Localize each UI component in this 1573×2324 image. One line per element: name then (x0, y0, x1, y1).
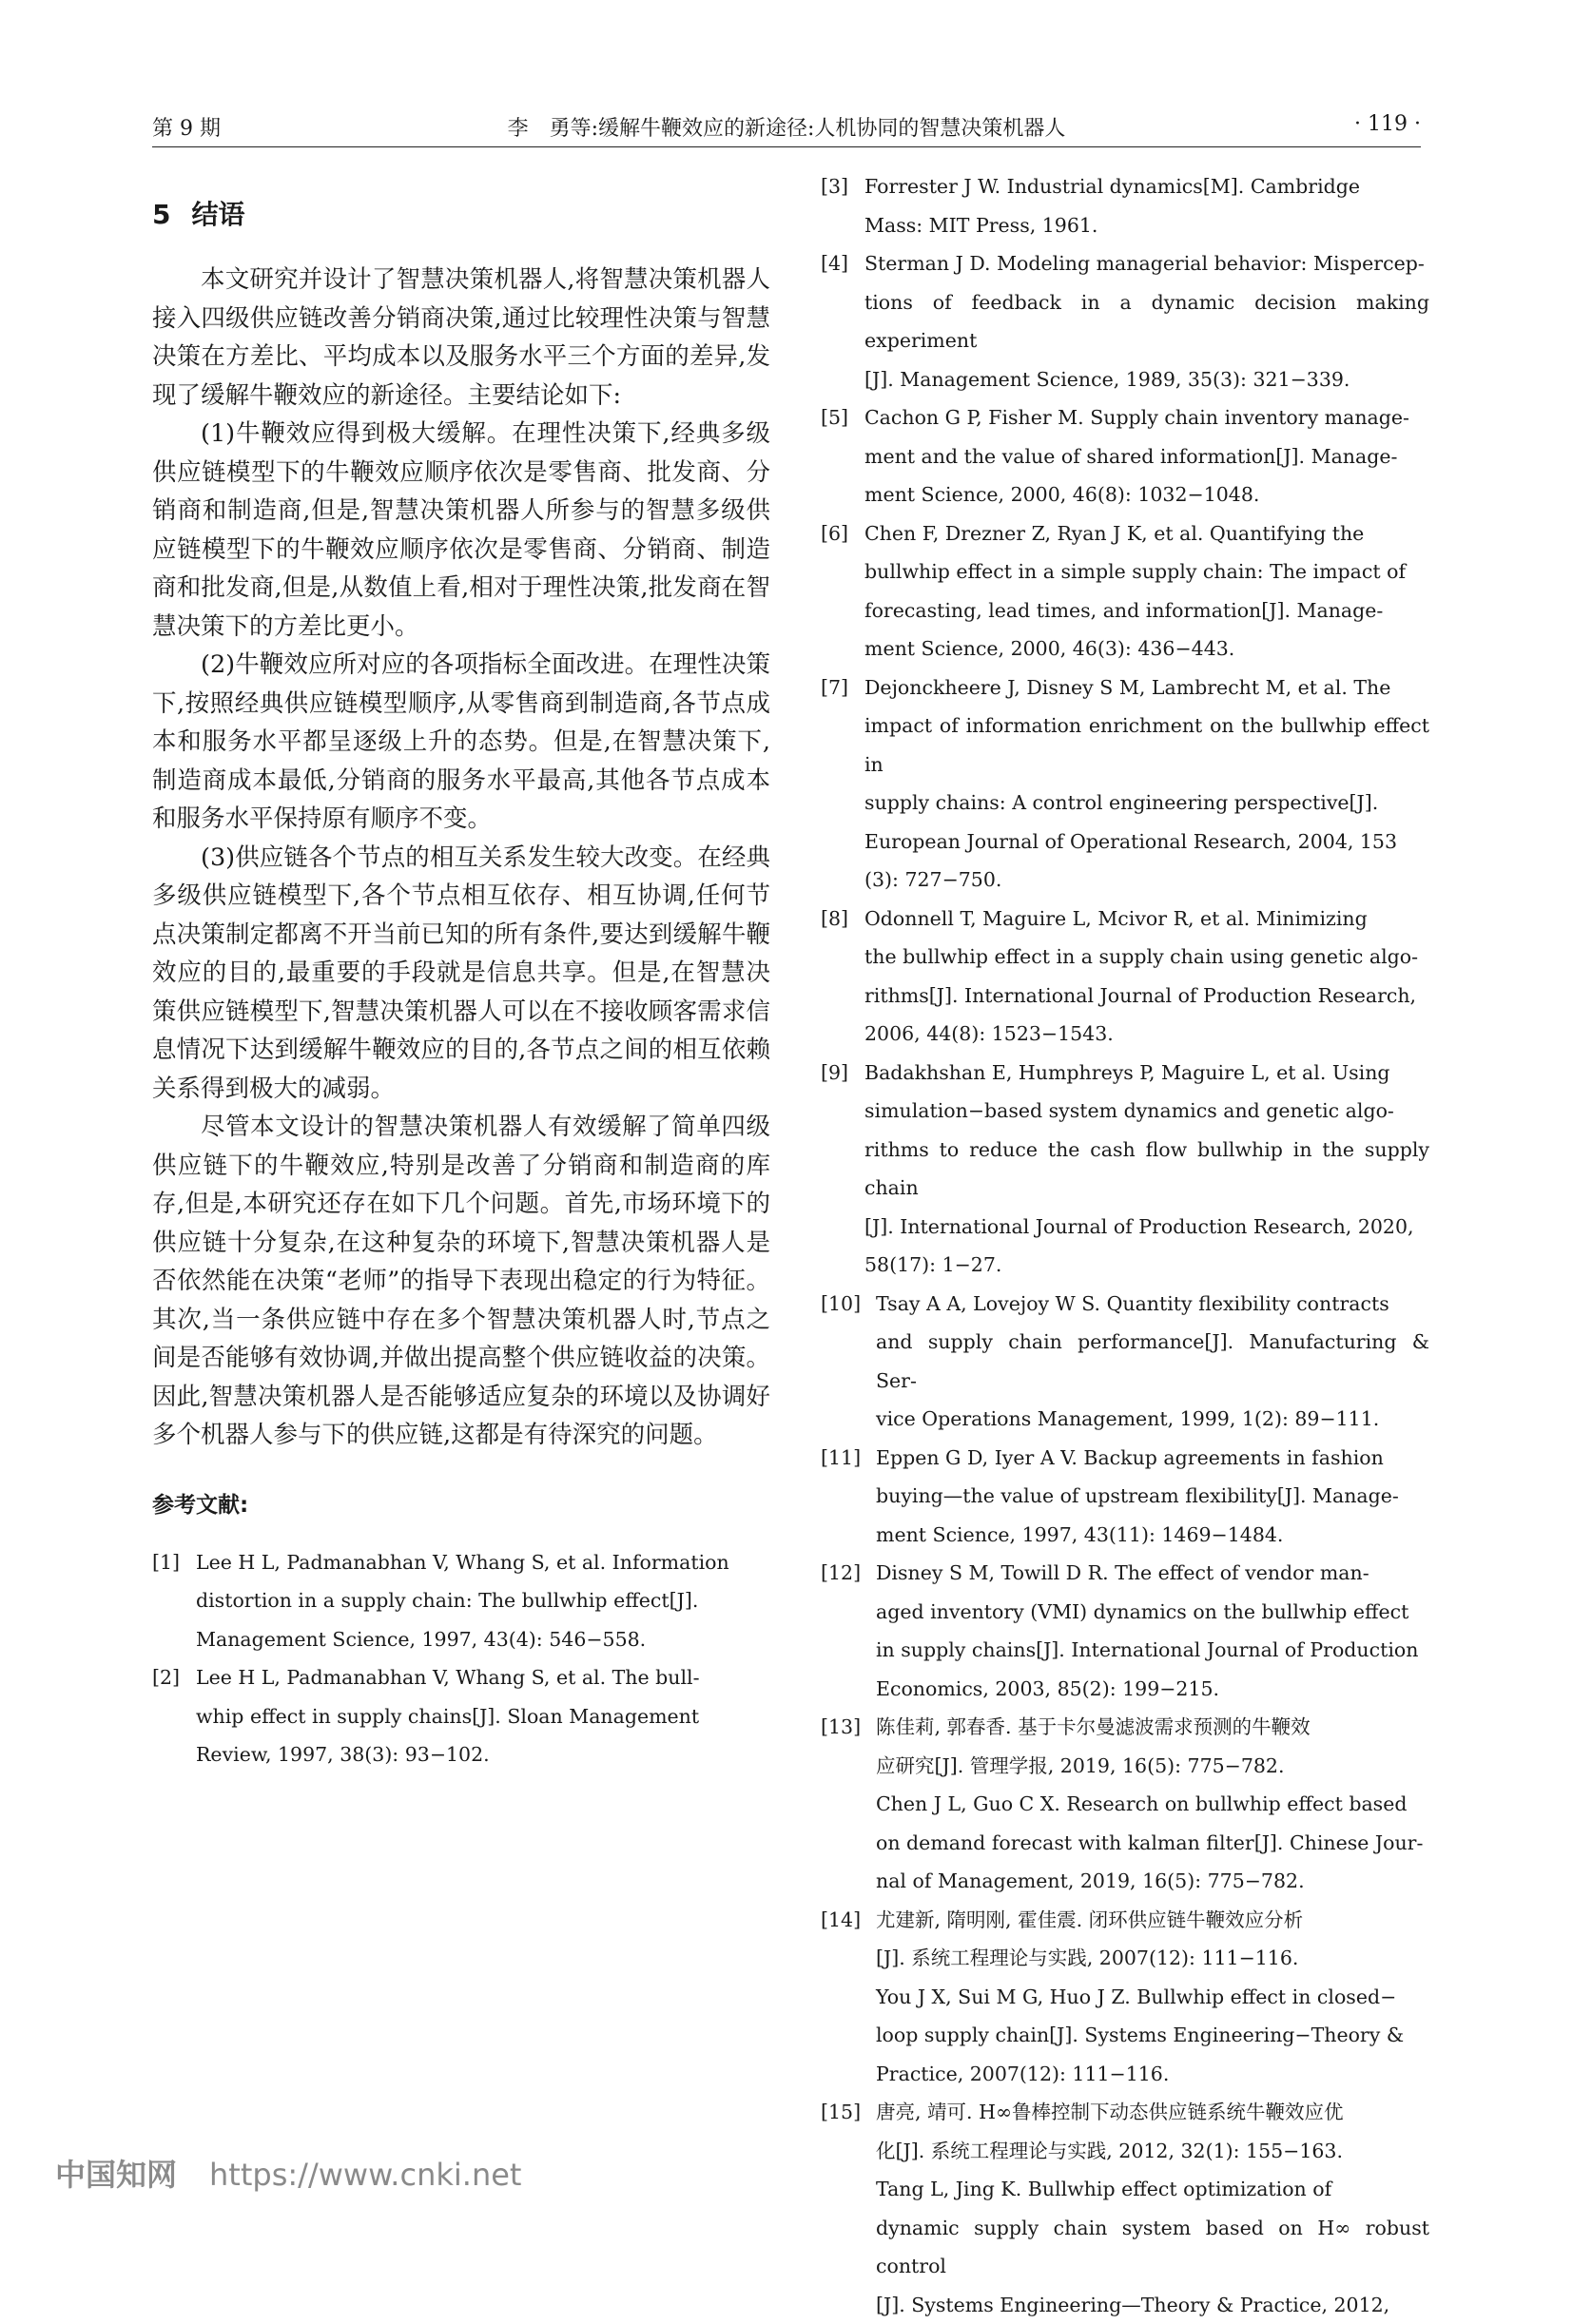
reference-text-line: forecasting, lead times, and information[J]. Manage- (864, 591, 1429, 630)
reference-text-line: Review, 1997, 38(3): 93−102. (196, 1735, 770, 1774)
reference-item (821, 2093, 1429, 2324)
reference-text-line: rithms[J]. International Journal of Production Research, (864, 977, 1429, 1016)
reference-text-line: Practice, 2007(12): 111−116. (876, 2055, 1429, 2094)
section-heading (152, 194, 770, 232)
running-header (152, 107, 1421, 145)
reference-item (152, 1658, 770, 1774)
reference-text-line: simulation−based system dynamics and genetic algo- (864, 1092, 1429, 1131)
paragraph-conclusion-3: (3)供应链各个节点的相互关系发生较大改变。在经典多级供应链模型下,各个节点相互依存、相互协调,任何节点决策制定都离不开当前已知的所有条件,要达到缓解牛鞭效应的目的,最重要的手段就是信息共享。但是,在智慧决策供应链模型下,智慧决策机器人可以在不接收顾客需求信息情况下达到缓解牛鞭效应的目的,各节点之间的相互依赖关系得到极大的减弱。 (152, 839, 770, 1109)
reference-text-line: supply chains: A control engineering perspective[J]. (864, 784, 1429, 823)
reference-text-line: Tsay A A, Lovejoy W S. Quantity flexibility contracts (876, 1285, 1429, 1324)
reference-number: [13] (821, 1708, 861, 1747)
reference-text-line: the bullwhip effect in a supply chain using genetic algo- (864, 938, 1429, 977)
footer-site-name: 中国知网 (55, 2157, 177, 2193)
reference-text-line: 陈佳莉, 郭春香. 基于卡尔曼滤波需求预测的牛鞭效 (876, 1708, 1429, 1747)
reference-item (821, 167, 1429, 244)
reference-item (821, 244, 1429, 398)
reference-item (821, 1901, 1429, 2094)
reference-text-line: [J]. Systems Engineering—Theory & Practice, 2012, (876, 2286, 1429, 2324)
reference-number: [8] (821, 900, 848, 939)
reference-text-line: Lee H L, Padmanabhan V, Whang S, et al. Information (196, 1543, 770, 1582)
reference-number: [5] (821, 398, 848, 437)
reference-item (821, 668, 1429, 900)
reference-number: [14] (821, 1901, 861, 1940)
reference-text-line: in supply chains[J]. International Journal of Production (876, 1631, 1429, 1670)
reference-text-line: tions of feedback in a dynamic decision making experiment (864, 283, 1429, 360)
reference-item (821, 900, 1429, 1054)
reference-item (821, 1439, 1429, 1555)
reference-text-line: 应研究[J]. 管理学报, 2019, 16(5): 775−782. (876, 1747, 1429, 1786)
reference-text-line: whip effect in supply chains[J]. Sloan Management (196, 1697, 770, 1736)
paragraph-conclusion-1: (1)牛鞭效应得到极大缓解。在理性决策下,经典多级供应链模型下的牛鞭效应顺序依次是零售商、批发商、分销商和制造商,但是,智慧决策机器人所参与的智慧多级供应链模型下的牛鞭效应顺序依次是零售商、分销商、制造商和批发商,但是,从数值上看,相对于理性决策,批发商在智慧决策下的方差比更小。 (152, 415, 770, 646)
reference-text-line: 2006, 44(8): 1523−1543. (864, 1015, 1429, 1054)
paragraph-conclusion-2: (2)牛鞭效应所对应的各项指标全面改进。在理性决策下,按照经典供应链模型顺序,从零售商到制造商,各节点成本和服务水平都呈逐级上升的态势。但是,在智慧决策下,制造商成本最低,分销商的服务水平最高,其他各节点成本和服务水平保持原有顺序不变。 (152, 646, 770, 839)
reference-text-line: bullwhip effect in a simple supply chain: The impact of (864, 552, 1429, 591)
reference-text-line: 58(17): 1−27. (864, 1246, 1429, 1285)
reference-number: [12] (821, 1554, 861, 1593)
watermark-footer (55, 2151, 521, 2195)
paragraph-limitations: 尽管本文设计的智慧决策机器人有效缓解了简单四级供应链下的牛鞭效应,特别是改善了分销商和制造商的库存,但是,本研究还存在如下几个问题。首先,市场环境下的供应链十分复杂,在这种复杂的环境下,智慧决策机器人是否依然能在决策“老师”的指导下表现出稳定的行为特征。其次,当一条供应链中存在多个智慧决策机器人时,节点之间是否能够有效协调,并做出提高整个供应链收益的决策。因此,智慧决策机器人是否能够适应复杂的环境以及协调好多个机器人参与下的供应链,这都是有待深究的问题。 (152, 1108, 770, 1455)
reference-text-line: European Journal of Operational Research, 2004, 153 (864, 823, 1429, 862)
reference-text-line: on demand forecast with kalman filter[J]. Chinese Jour- (876, 1824, 1429, 1863)
reference-text-line: Mass: MIT Press, 1961. (864, 206, 1429, 245)
reference-item (821, 1554, 1429, 1708)
reference-text-line: ment Science, 2000, 46(8): 1032−1048. (864, 475, 1429, 514)
reference-text-line: ment and the value of shared information[J]. Manage- (864, 437, 1429, 476)
references-list-right (821, 167, 1429, 2324)
reference-number: [7] (821, 668, 848, 707)
footer-url[interactable]: https://www.cnki.net (209, 2157, 521, 2193)
reference-item (821, 1054, 1429, 1285)
reference-text-line: rithms to reduce the cash flow bullwhip in the supply chain (864, 1131, 1429, 1208)
reference-text-line: loop supply chain[J]. Systems Engineering−Theory & (876, 2016, 1429, 2055)
reference-number: [11] (821, 1439, 861, 1478)
reference-text-line: distortion in a supply chain: The bullwhip effect[J]. (196, 1581, 770, 1620)
reference-item (821, 514, 1429, 668)
reference-text-line: Economics, 2003, 85(2): 199−215. (876, 1670, 1429, 1709)
reference-item (152, 1543, 770, 1659)
reference-text-line: ment Science, 2000, 46(3): 436−443. (864, 629, 1429, 668)
reference-text-line: Forrester J W. Industrial dynamics[M]. Cambridge (864, 167, 1429, 206)
reference-text-line: vice Operations Management, 1999, 1(2): 89−111. (876, 1400, 1429, 1439)
paragraph-intro: 本文研究并设计了智慧决策机器人,将智慧决策机器人接入四级供应链改善分销商决策,通过比较理性决策与智慧决策在方差比、平均成本以及服务水平三个方面的差异,发现了缓解牛鞭效应的新途径。主要结论如下: (152, 261, 770, 415)
reference-number: [10] (821, 1285, 861, 1324)
reference-text-line: and supply chain performance[J]. Manufacturing & Ser- (876, 1323, 1429, 1400)
reference-text-line: 唐亮, 靖可. H∞鲁棒控制下动态供应链系统牛鞭效应优 (876, 2093, 1429, 2132)
reference-text-line: Chen J L, Guo C X. Research on bullwhip effect based (876, 1785, 1429, 1824)
page-number: · 119 · (1354, 112, 1421, 136)
reference-text-line: You J X, Sui M G, Huo J Z. Bullwhip effect in closed− (876, 1978, 1429, 2017)
issue-number: 第 9 期 (152, 112, 221, 142)
reference-text-line: Sterman J D. Modeling managerial behavior: Mispercep- (864, 244, 1429, 283)
reference-text-line: impact of information enrichment on the bullwhip effect in (864, 707, 1429, 784)
reference-number: [3] (821, 167, 848, 206)
section-number: 5 (152, 199, 170, 230)
left-column (152, 181, 770, 1774)
reference-number: [2] (152, 1658, 180, 1697)
reference-number: [15] (821, 2093, 861, 2132)
reference-text-line: dynamic supply chain system based on H∞ robust control (876, 2209, 1429, 2286)
reference-item (821, 398, 1429, 514)
reference-item (821, 1285, 1429, 1439)
reference-number: [9] (821, 1054, 848, 1093)
reference-text-line: 尤建新, 隋明刚, 霍佳震. 闭环供应链牛鞭效应分析 (876, 1901, 1429, 1940)
reference-text-line: [J]. 系统工程理论与实践, 2007(12): 111−116. (876, 1939, 1429, 1978)
reference-text-line: Eppen G D, Iyer A V. Backup agreements in fashion (876, 1439, 1429, 1478)
reference-text-line: nal of Management, 2019, 16(5): 775−782. (876, 1862, 1429, 1901)
reference-text-line: ment Science, 1997, 43(11): 1469−1484. (876, 1516, 1429, 1555)
right-column (821, 167, 1429, 2324)
reference-text-line: [J]. International Journal of Production Research, 2020, (864, 1208, 1429, 1247)
reference-text-line: Chen F, Drezner Z, Ryan J K, et al. Quantifying the (864, 514, 1429, 553)
header-rule (152, 146, 1421, 147)
reference-number: [6] (821, 514, 848, 553)
section-title: 结语 (191, 199, 244, 230)
reference-text-line: Cachon G P, Fisher M. Supply chain inventory manage- (864, 398, 1429, 437)
reference-number: [4] (821, 244, 848, 283)
reference-text-line: Tang L, Jing K. Bullwhip effect optimization of (876, 2170, 1429, 2209)
reference-text-line: Lee H L, Padmanabhan V, Whang S, et al. The bull- (196, 1658, 770, 1697)
reference-number: [1] (152, 1543, 180, 1582)
reference-text-line: Management Science, 1997, 43(4): 546−558. (196, 1620, 770, 1659)
reference-text-line: Disney S M, Towill D R. The effect of vendor man- (876, 1554, 1429, 1593)
reference-text-line: (3): 727−750. (864, 861, 1429, 900)
reference-text-line: aged inventory (VMI) dynamics on the bullwhip effect (876, 1593, 1429, 1632)
reference-item (821, 1708, 1429, 1901)
reference-text-line: [J]. Management Science, 1989, 35(3): 321−339. (864, 360, 1429, 399)
reference-text-line: Dejonckheere J, Disney S M, Lambrecht M, et al. The (864, 668, 1429, 707)
running-title: 李 勇等:缓解牛鞭效应的新途径:人机协同的智慧决策机器人 (152, 112, 1421, 142)
reference-text-line: buying—the value of upstream flexibility[J]. Manage- (876, 1477, 1429, 1516)
reference-text-line: Odonnell T, Maguire L, Mcivor R, et al. Minimizing (864, 900, 1429, 939)
references-heading: 参考文献: (152, 1487, 770, 1519)
references-list-left (152, 1543, 770, 1774)
reference-text-line: Badakhshan E, Humphreys P, Maguire L, et al. Using (864, 1054, 1429, 1093)
reference-text-line: 化[J]. 系统工程理论与实践, 2012, 32(1): 155−163. (876, 2132, 1429, 2171)
